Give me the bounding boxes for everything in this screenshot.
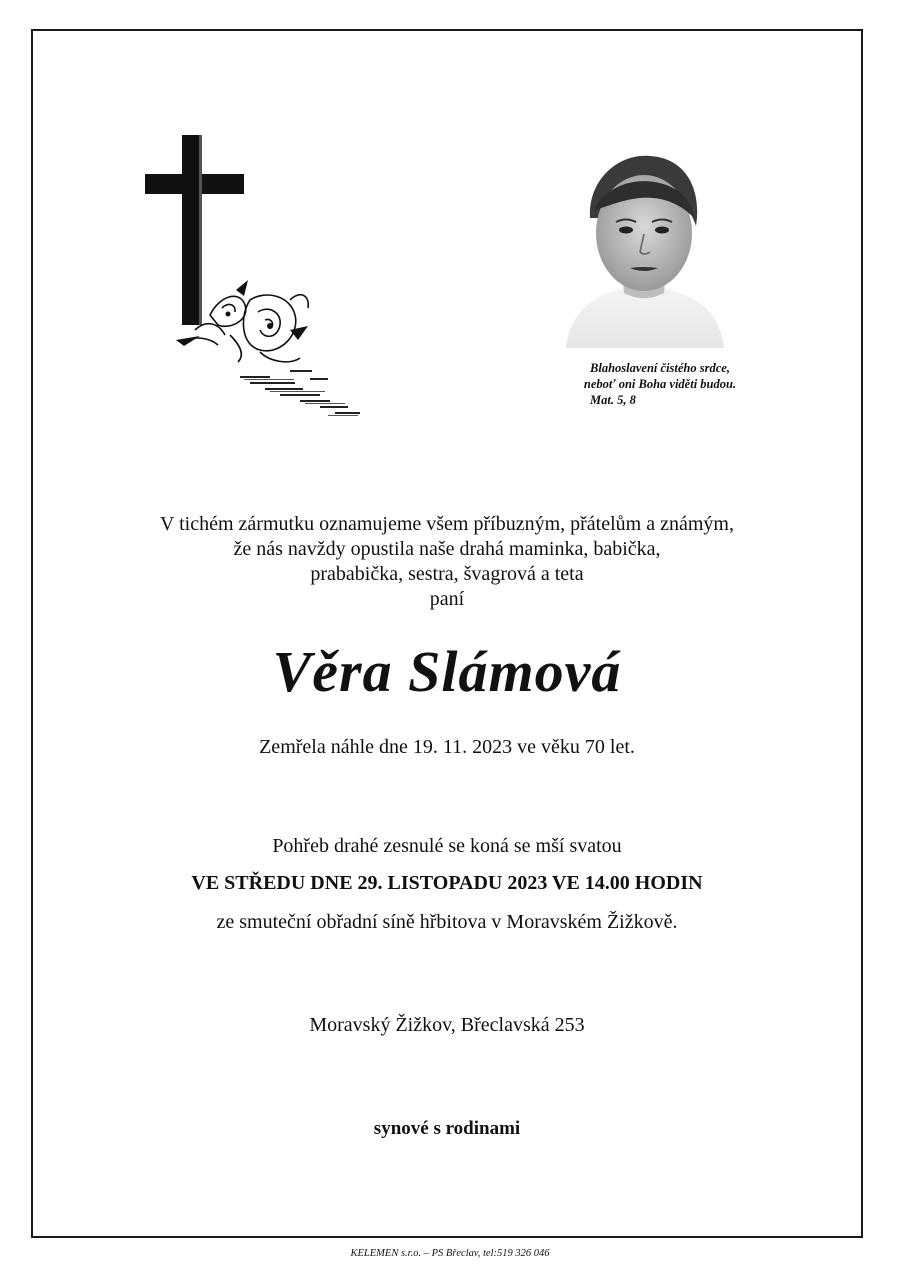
deceased-name: Věra Slámová xyxy=(272,639,622,704)
quote-reference: Mat. 5, 8 xyxy=(590,393,636,407)
signature: synové s rodinami xyxy=(373,1118,521,1139)
funeral-date-time: VE STŘEDU DNE 29. LISTOPADU 2023 VE 14.00 HODIN xyxy=(191,872,703,894)
announcement-line-4: paní xyxy=(429,588,465,610)
announcement-line-2: že nás navždy opustila naše drahá maminka, babička, xyxy=(233,538,661,560)
quote-line-2: neboť oni Boha viděti budou. xyxy=(583,377,737,391)
quote-line-1: Blahoslavení čistého srdce, xyxy=(590,361,730,375)
funeral-line-1: Pohřeb drahé zesnulé se koná se mší svatou xyxy=(272,835,622,857)
announcement-line-1: V tichém zármutku oznamujeme všem příbuzným, přátelům a známým, xyxy=(160,513,734,535)
funeral-location: ze smuteční obřadní síně hřbitova v Moravském Žižkově. xyxy=(216,911,678,933)
death-line: Zemřela náhle dne 19. 11. 2023 ve věku 70 let. xyxy=(259,736,635,758)
footer-credit: KELEMEN s.r.o. – PS Břeclav, tel:519 326 046 xyxy=(350,1248,550,1259)
announcement-line-3: prababička, sestra, švagrová a teta xyxy=(310,563,584,585)
announcement-text xyxy=(31,512,863,612)
cross-with-roses-icon xyxy=(140,130,372,422)
bible-quote xyxy=(540,360,780,408)
address: Moravský Žižkov, Břeclavská 253 xyxy=(309,1014,585,1036)
portrait-photo xyxy=(560,148,728,348)
